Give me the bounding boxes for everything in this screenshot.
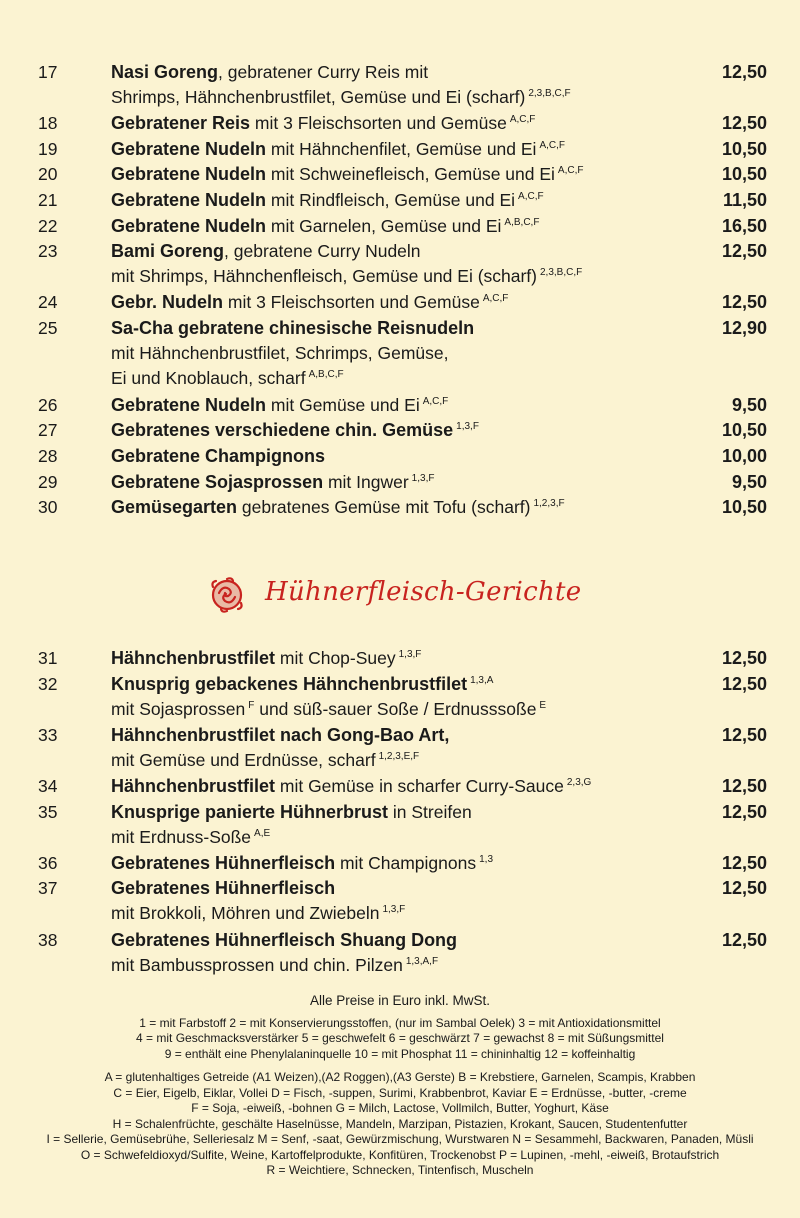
item-description: [111, 111, 535, 139]
item-allergens: 1,3,F: [456, 421, 479, 433]
item-description: [111, 60, 428, 85]
item-price: 10,50: [721, 420, 767, 441]
item-detail: mit Schweinefleisch, Gemüse und Ei: [266, 164, 555, 185]
item-name: Gebratenes verschiedene chin. Gemüse: [111, 420, 454, 441]
item-detail: , gebratene Curry Nudeln: [224, 241, 421, 262]
item-price: 12,50: [721, 113, 767, 134]
item-allergens: A,E: [254, 827, 271, 839]
item-price: 12,50: [721, 878, 767, 899]
item-description: [111, 800, 472, 825]
footer: [0, 993, 800, 1179]
item-price: 10,00: [721, 446, 767, 466]
item-allergens: A,C,F: [557, 165, 584, 177]
item-name: Gebratenes Hühnerfleisch Shuang Dong: [111, 929, 458, 950]
item-number: 18: [38, 113, 58, 134]
item-name: Gebratene Champignons: [111, 446, 326, 466]
item-price: 10,50: [721, 497, 767, 518]
item-name: Hähnchenbrustfilet nach Gong-Bao Art,: [111, 724, 450, 745]
item-detail: mit 3 Fleischsorten und Gemüse: [223, 292, 480, 313]
item-description: [111, 188, 544, 216]
item-detail: mit Rindfleisch, Gemüse und Ei: [266, 190, 516, 210]
allergen-line: O = Schwefeldioxyd/Sulfite, Weine, Kartoffelprodukte, Konfitüren, Trockenobst P = Lupinen, -mehl, -eiweiß, Brotaufstrich: [80, 1147, 720, 1162]
item-allergens: A,B,C,F: [308, 369, 344, 380]
item-allergens: E: [539, 699, 547, 711]
allergen-line: R = Weichtiere, Schnecken, Tintenfisch, Muscheln: [266, 1163, 534, 1177]
item-detail: mit Gemüse und Ei: [266, 394, 420, 415]
item-price: 12,50: [721, 62, 767, 82]
item-price: 12,50: [721, 724, 767, 745]
item-description: [111, 774, 591, 802]
item-number: 24: [38, 292, 58, 313]
item-detail: mit Shrimps, Hähnchenfleisch, Gemüse und Ei (scharf): [111, 266, 537, 287]
item-name: Gebratenes Hühnerfleisch: [111, 852, 336, 873]
item-number: 23: [38, 241, 58, 262]
item-price: 12,50: [721, 241, 767, 262]
item-allergens: A,C,F: [518, 191, 544, 202]
additive-line: 4 = mit Geschmacksverstärker 5 = geschwefelt 6 = geschwärzt 7 = gewachst 8 = mit Süßungsmittel: [136, 1031, 664, 1045]
item-description: [111, 214, 539, 242]
item-number: 17: [38, 62, 58, 82]
item-detail: mit Garnelen, Gemüse und Ei: [266, 215, 502, 236]
item-detail: in Streifen: [388, 801, 472, 822]
section-title: Hühnerfleisch-Gerichte: [265, 577, 582, 607]
item-number: 32: [38, 673, 58, 694]
item-allergens: A,B,C,F: [504, 216, 540, 228]
allergen-line: C = Eier, Eigelb, Eiklar, Vollei D = Fisch, -suppen, Surimi, Krabbenbrot, Kaviar E = Erdnüsse, -butter, -creme: [113, 1085, 687, 1100]
item-description-line2: [111, 901, 405, 929]
item-description-line2: [111, 953, 438, 981]
allergen-line: F = Soja, -eiweiß, -bohnen G = Milch, Lactose, Vollmilch, Butter, Yoghurt, Käse: [191, 1101, 609, 1115]
item-detail: mit Gemüse und Erdnüsse, scharf: [111, 749, 376, 770]
item-number: 21: [38, 190, 58, 210]
item-allergens: 1,3,F: [398, 649, 422, 660]
item-number: 36: [38, 852, 58, 873]
item-number: 31: [38, 648, 58, 668]
item-number: 33: [38, 724, 58, 745]
item-detail: und süß-sauer Soße / Erdnusssoße: [254, 698, 537, 719]
item-number: 20: [38, 164, 58, 185]
item-price: 12,50: [721, 929, 767, 950]
allergens-legend: [0, 1070, 800, 1179]
item-number: 37: [38, 878, 58, 899]
item-price: 12,50: [721, 801, 767, 822]
item-detail: mit Sojasprossen: [111, 698, 246, 719]
item-number: 35: [38, 801, 58, 822]
item-description-line3: [111, 366, 344, 394]
section-header: [205, 573, 605, 617]
item-detail: mit Erdnuss-Soße: [111, 826, 252, 847]
item-description: [111, 646, 421, 674]
item-name: Gebratener Reis: [111, 113, 251, 134]
item-name: Gebratenes Hühnerfleisch: [111, 878, 336, 899]
item-detail: mit Bambussprossen und chin. Pilzen: [111, 954, 403, 975]
item-price: 10,50: [721, 138, 767, 159]
item-price: 12,50: [721, 852, 767, 873]
item-name: Hähnchenbrustfilet: [111, 648, 276, 668]
item-detail: mit Ingwer: [323, 471, 409, 492]
item-name: Gebratene Sojasprossen: [111, 471, 324, 492]
item-name: Gebratene Nudeln: [111, 394, 267, 415]
item-description: [111, 444, 325, 469]
item-allergens: A,C,F: [509, 114, 536, 126]
item-allergens: A,C,F: [422, 395, 449, 407]
item-price: 10,50: [721, 164, 767, 185]
item-allergens: 1,2,3,F: [533, 498, 565, 510]
item-allergens: 1,2,3,E,F: [378, 750, 420, 762]
item-description: [111, 418, 479, 446]
item-name: Gebratene Nudeln: [111, 190, 267, 210]
item-price: 11,50: [722, 190, 767, 210]
item-name: Hähnchenbrustfilet: [111, 776, 276, 796]
item-description: [111, 162, 583, 190]
item-price: 12,50: [721, 292, 767, 313]
item-allergens: 1,3,F: [382, 904, 406, 916]
item-description: [111, 470, 434, 498]
item-description: [111, 851, 493, 879]
item-detail: Ei und Knoblauch, scharf: [111, 368, 306, 388]
item-detail: mit Brokkoli, Möhren und Zwiebeln: [111, 903, 380, 924]
item-description: [111, 239, 421, 264]
item-description: [111, 876, 335, 901]
item-description: [111, 137, 565, 165]
item-description: [111, 723, 449, 748]
item-name: Gemüsegarten: [111, 497, 238, 518]
item-number: 30: [38, 497, 58, 518]
item-price: 16,50: [721, 215, 767, 236]
additive-line: 1 = mit Farbstoff 2 = mit Konservierungsstoffen, (nur im Sambal Oelek) 3 = mit Antioxidationsmittel: [139, 1015, 661, 1030]
item-number: 19: [38, 138, 58, 159]
item-number: 27: [38, 420, 58, 441]
item-number: 26: [38, 394, 58, 415]
item-detail: mit 3 Fleischsorten und Gemüse: [250, 113, 507, 134]
additive-line: 9 = enthält eine Phenylalaninquelle 10 = mit Phosphat 11 = chininhaltig 12 = koffeinhaltig: [164, 1046, 636, 1061]
item-description-line2: [111, 85, 571, 113]
item-detail: mit Chop-Suey: [275, 648, 396, 668]
item-number: 34: [38, 776, 58, 796]
item-allergens: 1,3,F: [411, 472, 435, 484]
item-allergens: A,C,F: [482, 293, 509, 305]
item-description-line2: [111, 264, 582, 292]
item-name: Gebr. Nudeln: [111, 292, 224, 313]
item-price: 12,90: [721, 318, 767, 338]
item-description: [111, 495, 565, 523]
item-name: Gebratene Nudeln: [111, 215, 267, 236]
item-number: 28: [38, 446, 58, 466]
item-detail: Shrimps, Hähnchenbrustfilet, Gemüse und Ei (scharf): [111, 87, 526, 107]
item-name: Nasi Goreng: [111, 62, 219, 82]
item-allergens: A,C,F: [539, 139, 566, 151]
allergen-line: I = Sellerie, Gemüsebrühe, Selleriesalz M = Senf, -saat, Gewürzmischung, Wurstwaren N = Sesammehl, Backwaren, Panaden, Müsli: [46, 1132, 754, 1146]
additives-legend: [0, 1016, 800, 1063]
item-name: Bami Goreng: [111, 241, 225, 262]
item-name: Knusprig gebackenes Hähnchenbrustfilet: [111, 673, 468, 694]
item-detail: mit Champignons: [335, 852, 477, 873]
allergen-line: A = glutenhaltiges Getreide (A1 Weizen),(A2 Roggen),(A3 Gerste) B = Krebstiere, Garnelen, Scampis, Krabben: [104, 1070, 696, 1084]
item-number: 38: [38, 929, 58, 950]
allergen-line: H = Schalenfrüchte, geschälte Haselnüsse, Mandeln, Marzipan, Pistazien, Krokant, Saucen, Studentenfutter: [112, 1116, 688, 1131]
item-price: 12,50: [721, 648, 767, 668]
item-price: 12,50: [721, 673, 767, 694]
item-number: 25: [38, 318, 58, 338]
item-detail: gebratenes Gemüse mit Tofu (scharf): [237, 497, 531, 518]
item-allergens: 1,3: [479, 853, 494, 865]
item-allergens: 2,3,B,C,F: [540, 267, 583, 279]
item-description: [111, 290, 508, 318]
item-name: Gebratene Nudeln: [111, 138, 267, 159]
item-name: Sa-Cha gebratene chinesische Reisnudeln: [111, 318, 475, 338]
item-description-line2: [111, 341, 449, 366]
item-description: [111, 316, 474, 341]
ornament-icon: [205, 573, 249, 617]
item-name: Knusprige panierte Hühnerbrust: [111, 801, 389, 822]
item-description: [111, 393, 448, 421]
item-name: Gebratene Nudeln: [111, 164, 267, 185]
item-price: 12,50: [721, 776, 767, 796]
item-detail: mit Hähnchenbrustfilet, Schrimps, Gemüse,: [111, 343, 449, 363]
item-allergens: 1,3,A,F: [405, 955, 439, 967]
price-note: Alle Preise in Euro inkl. MwSt.: [309, 993, 491, 1008]
item-price: 9,50: [731, 394, 767, 415]
item-description-line2: [111, 748, 419, 776]
item-number: 29: [38, 471, 58, 492]
item-detail: , gebratener Curry Reis mit: [218, 62, 429, 82]
item-number: 22: [38, 215, 58, 236]
item-description: [111, 928, 457, 953]
item-description-line2: [111, 825, 270, 853]
item-detail: mit Hähnchenfilet, Gemüse und Ei: [266, 138, 537, 159]
item-allergens: 1,3,A: [470, 674, 494, 686]
item-description-line2: [111, 697, 546, 725]
item-allergens: 2,3,G: [566, 777, 592, 788]
item-price: 9,50: [731, 471, 767, 492]
item-description: [111, 672, 493, 700]
item-detail: mit Gemüse in scharfer Curry-Sauce: [275, 776, 564, 796]
item-allergens: F: [248, 699, 255, 711]
item-allergens: 2,3,B,C,F: [528, 88, 571, 99]
